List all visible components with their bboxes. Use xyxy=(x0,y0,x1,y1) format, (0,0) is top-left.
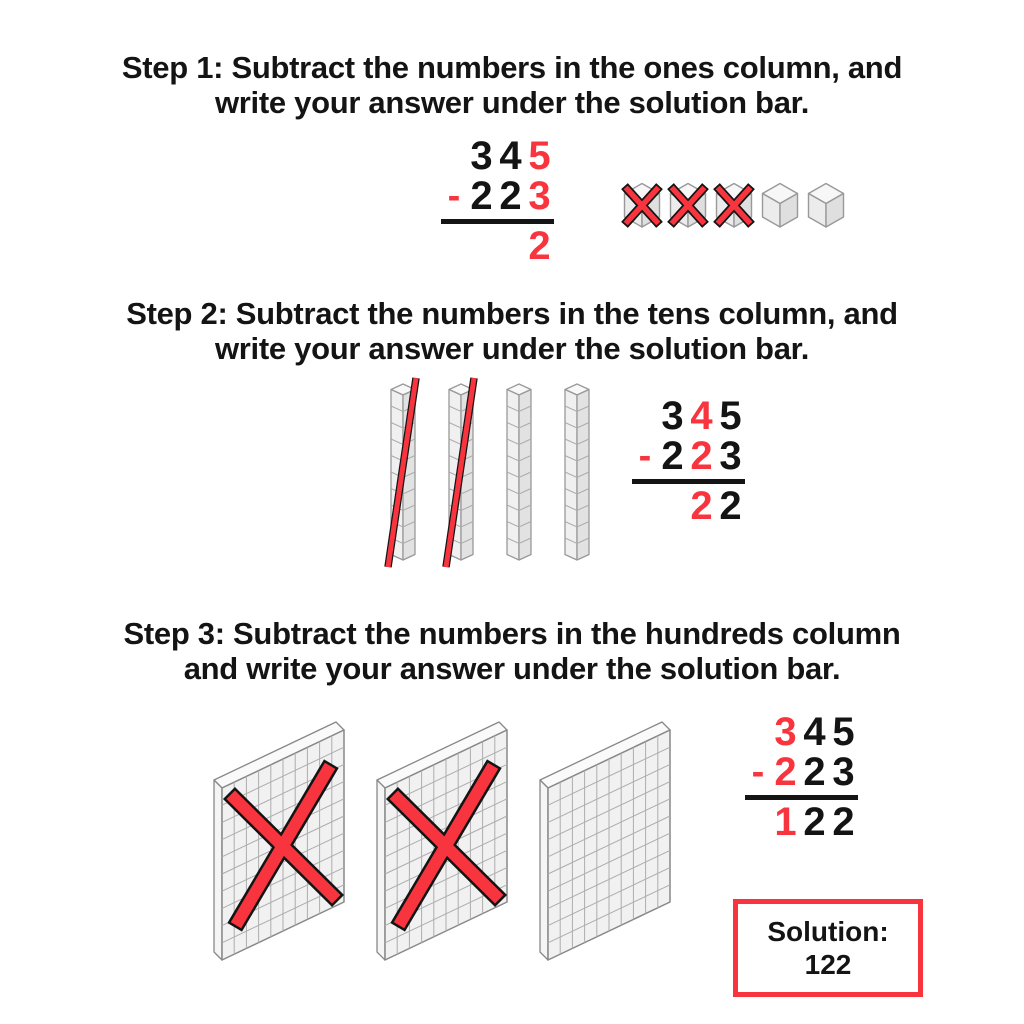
minus-sign: - xyxy=(638,435,652,477)
digit: 2 xyxy=(690,484,713,528)
answer-row xyxy=(632,486,745,526)
solution-box xyxy=(733,899,923,997)
answer-row xyxy=(745,802,858,842)
hundred-flat xyxy=(532,722,682,968)
minuend-row xyxy=(441,136,554,176)
ten-rod xyxy=(504,384,534,560)
unit-cube xyxy=(806,182,846,229)
digit: 3 xyxy=(832,750,855,794)
digit: 5 xyxy=(528,134,551,178)
digit: 4 xyxy=(499,134,522,178)
digit: 2 xyxy=(661,434,684,478)
hundred-flat-crossed xyxy=(206,722,356,968)
digit: 3 xyxy=(774,710,797,754)
digit: 2 xyxy=(774,750,797,794)
step3-title xyxy=(0,616,1024,686)
digit: 2 xyxy=(719,484,742,528)
step2-title-line2: write your answer under the solution bar. xyxy=(214,331,810,366)
digit: 2 xyxy=(690,434,713,478)
unit-cube-crossed xyxy=(622,182,662,229)
step1-title-line1: Step 1: Subtract the numbers in the ones column, and xyxy=(121,50,903,85)
digit: 2 xyxy=(528,224,551,268)
step2-title xyxy=(0,296,1024,366)
digit: 2 xyxy=(803,800,826,844)
digit: 4 xyxy=(690,394,713,438)
solution-label: Solution: xyxy=(767,916,889,947)
step2-title-line1: Step 2: Subtract the numbers in the tens column, and xyxy=(126,296,898,331)
step1-title-line2: write your answer under the solution bar. xyxy=(214,85,810,120)
subtrahend-row xyxy=(441,176,554,216)
minus-sign: - xyxy=(447,175,461,217)
digit: 3 xyxy=(719,434,742,478)
ten-rod-crossed xyxy=(388,384,418,560)
step1-title xyxy=(0,50,1024,120)
minuend-row xyxy=(745,712,858,752)
digit: 2 xyxy=(470,174,493,218)
digit: 3 xyxy=(661,394,684,438)
digit: 2 xyxy=(499,174,522,218)
subtraction-problem-step1 xyxy=(441,136,554,266)
digit: 3 xyxy=(470,134,493,178)
subtraction-problem-step3 xyxy=(745,712,858,842)
digit: 2 xyxy=(832,800,855,844)
digit: 1 xyxy=(774,800,797,844)
solution-value: 122 xyxy=(804,949,852,980)
digit: 2 xyxy=(803,750,826,794)
step3-title-line1: Step 3: Subtract the numbers in the hundreds column xyxy=(123,616,901,651)
subtrahend-row xyxy=(632,436,745,476)
unit-cube-crossed xyxy=(714,182,754,229)
unit-cube xyxy=(760,182,800,229)
subtrahend-row xyxy=(745,752,858,792)
minuend-row xyxy=(632,396,745,436)
hundred-flat-crossed xyxy=(369,722,519,968)
answer-row xyxy=(441,226,554,266)
digit: 3 xyxy=(528,174,551,218)
step3-title-line2: and write your answer under the solution bar. xyxy=(183,651,841,686)
digit: 5 xyxy=(832,710,855,754)
digit: 4 xyxy=(803,710,826,754)
ten-rod xyxy=(562,384,592,560)
ones-cubes-row xyxy=(622,182,846,229)
digit: 5 xyxy=(719,394,742,438)
unit-cube-crossed xyxy=(668,182,708,229)
ten-rod-crossed xyxy=(446,384,476,560)
tens-rods-row xyxy=(388,384,592,560)
subtraction-problem-step2 xyxy=(632,396,745,526)
hundreds-flats-row xyxy=(206,722,682,968)
minus-sign: - xyxy=(751,751,765,793)
